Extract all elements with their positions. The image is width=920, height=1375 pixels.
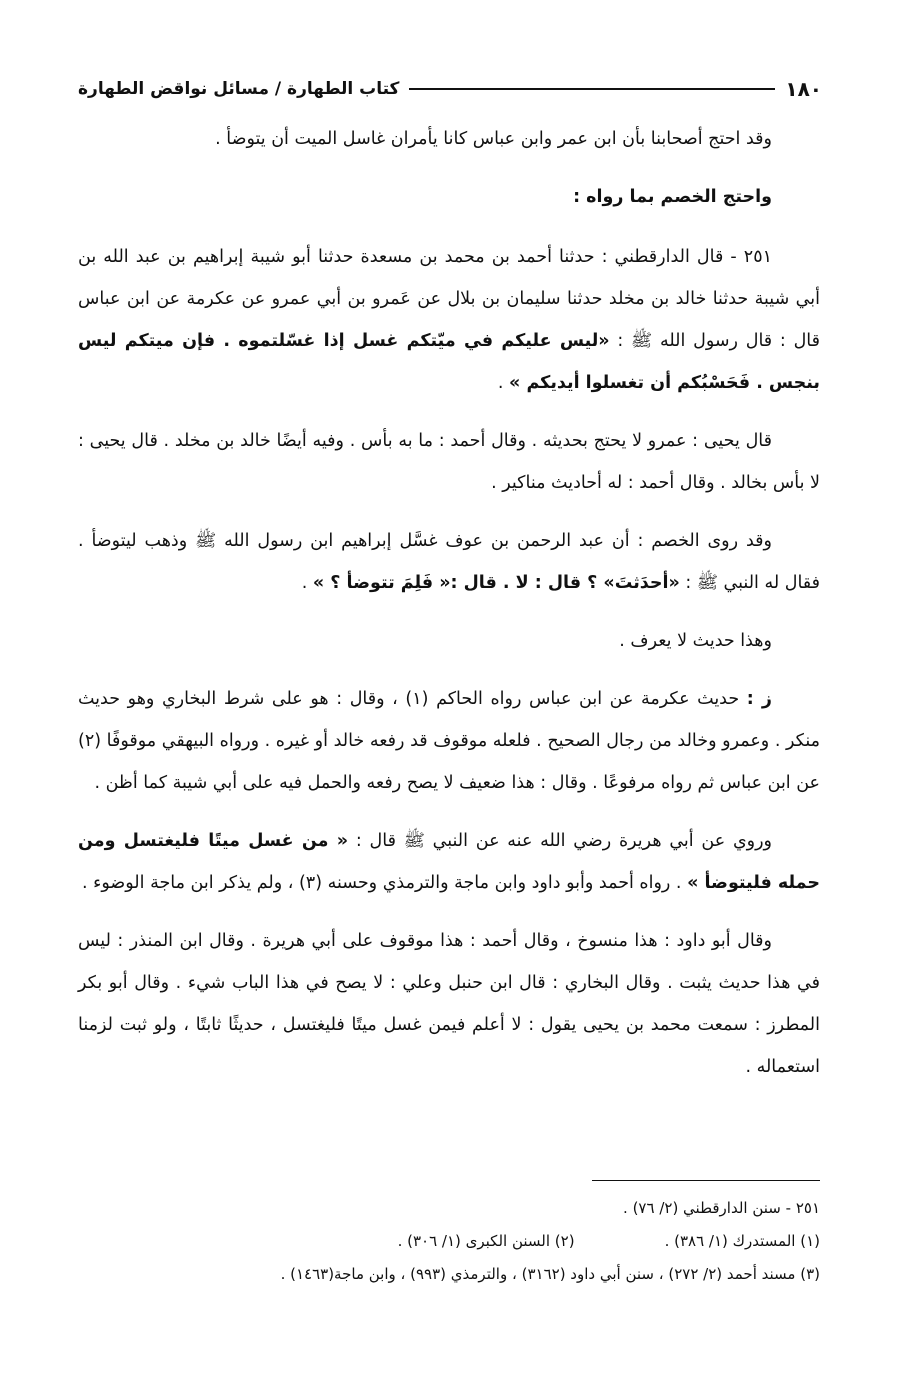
paragraph-2: واحتج الخصم بما رواه :: [573, 187, 772, 207]
paragraph-3-end: .: [497, 373, 510, 393]
paragraph-3: [78, 236, 820, 404]
footnote-251: ٢٥١ - سنن الدارقطني (٢/ ٧٦) .: [623, 1199, 820, 1217]
paragraph-7: [78, 678, 820, 804]
header-rule: [409, 88, 775, 90]
paragraph-8: [78, 820, 820, 904]
footnote-row-1-2: [78, 1225, 820, 1258]
footnotes: [78, 1192, 820, 1291]
footnote-3: (٣) مسند أحمد (٢/ ٢٧٢) ، سنن أبي داود (٣١٦٢) ، والترمذي (٩٩٣) ، وابن ماجة(١٤٦٣) .: [280, 1265, 820, 1283]
running-head: كتاب الطهارة / مسائل نواقض الطهارة: [78, 79, 400, 99]
paragraph-1: وقد احتج أصحابنا بأن ابن عمر وابن عباس كانا يأمران غاسل الميت أن يتوضأ .: [215, 129, 772, 149]
page-header: [78, 72, 822, 106]
paragraph-9: وقال أبو داود : هذا منسوخ ، وقال أحمد : هذا موقوف على أبي هريرة . وقال ابن المنذر : ليس في هذا حديث يثبت . وقال البخاري : قال ابن حنبل وعلي : لا يصح في هذا الباب شيء . وقال أبو بكر المطرز : سمعت محمد بن يحيى يقول : لا أعلم فيمن غسل ميتًا فليغتسل ، حديثًا ثابتًا ، ولو ثبت لزمنا استعماله .: [78, 931, 820, 1077]
footnote-1: (١) المستدرك (١/ ٣٨٦) .: [664, 1232, 820, 1250]
paragraph-5-a: وقد روى الخصم : أن عبد الرحمن بن عوف غسَّل إبراهيم ابن رسول الله ﷺ وذهب ليتوضأ . فقال له النبي ﷺ :: [78, 531, 820, 593]
paragraph-4: قال يحيى : عمرو لا يحتج بحديثه . وقال أحمد : ما به بأس . وفيه أيضًا خالد بن مخلد . قال يحيى : لا بأس بخالد . وقال أحمد : له أحاديث مناكير .: [78, 431, 820, 493]
paragraph-7-marker: ز :: [746, 689, 772, 709]
paragraph-8-a: وروي عن أبي هريرة رضي الله عنه عن النبي ﷺ قال :: [348, 831, 772, 851]
paragraph-3-hadith: «ليس عليكم في ميّتكم غسل إذا غسّلتموه . فإن ميتكم ليس بنجس . فَحَسْبُكم أن تغسلوا أيديكم »: [78, 331, 820, 393]
page-number: ١٨٠: [785, 77, 822, 101]
paragraph-5: [78, 520, 820, 604]
paragraph-6: وهذا حديث لا يعرف .: [619, 631, 772, 651]
footnote-rule: [592, 1180, 820, 1181]
paragraph-5-b: «أحدَثتَ» ؟ قال : لا . قال :« فَلِمَ تتوضأ ؟ »: [312, 573, 680, 593]
paragraph-3-intro: ٢٥١ - قال الدارقطني : حدثنا أحمد بن محمد بن مسعدة حدثنا أبو شيبة إبراهيم بن عبد الله بن أبي شيبة حدثنا خالد بن مخلد حدثنا سليمان بن بلال عن عَمرو بن أبي عمرو عن عكرمة عن ابن عباس قال : قال رسول الله ﷺ :: [78, 247, 821, 351]
footnote-2: (٢) السنن الكبرى (١/ ٣٠٦) .: [397, 1232, 575, 1250]
paragraph-7-text: حديث عكرمة عن ابن عباس رواه الحاكم (١) ، وقال : هو على شرط البخاري وهو حديث منكر . وعمرو وخالد من رجال الصحيح . فلعله موقوف قد رفعه خالد أو غيره . ورواه البيهقي موقوفًا (٢) عن ابن عباس ثم رواه مرفوعًا . وقال : هذا ضعيف لا يصح رفعه والحمل فيه على أبي شيبة كما أظن .: [78, 689, 820, 793]
paragraph-8-b: « من غسل ميتًا فليغتسل ومن حمله فليتوضأ »: [78, 831, 820, 893]
paragraph-5-c: .: [301, 573, 313, 593]
main-text: [78, 118, 820, 1104]
paragraph-8-c: . رواه أحمد وأبو داود وابن ماجة والترمذي وحسنه (٣) ، ولم يذكر ابن ماجة الوضوء .: [82, 873, 688, 893]
